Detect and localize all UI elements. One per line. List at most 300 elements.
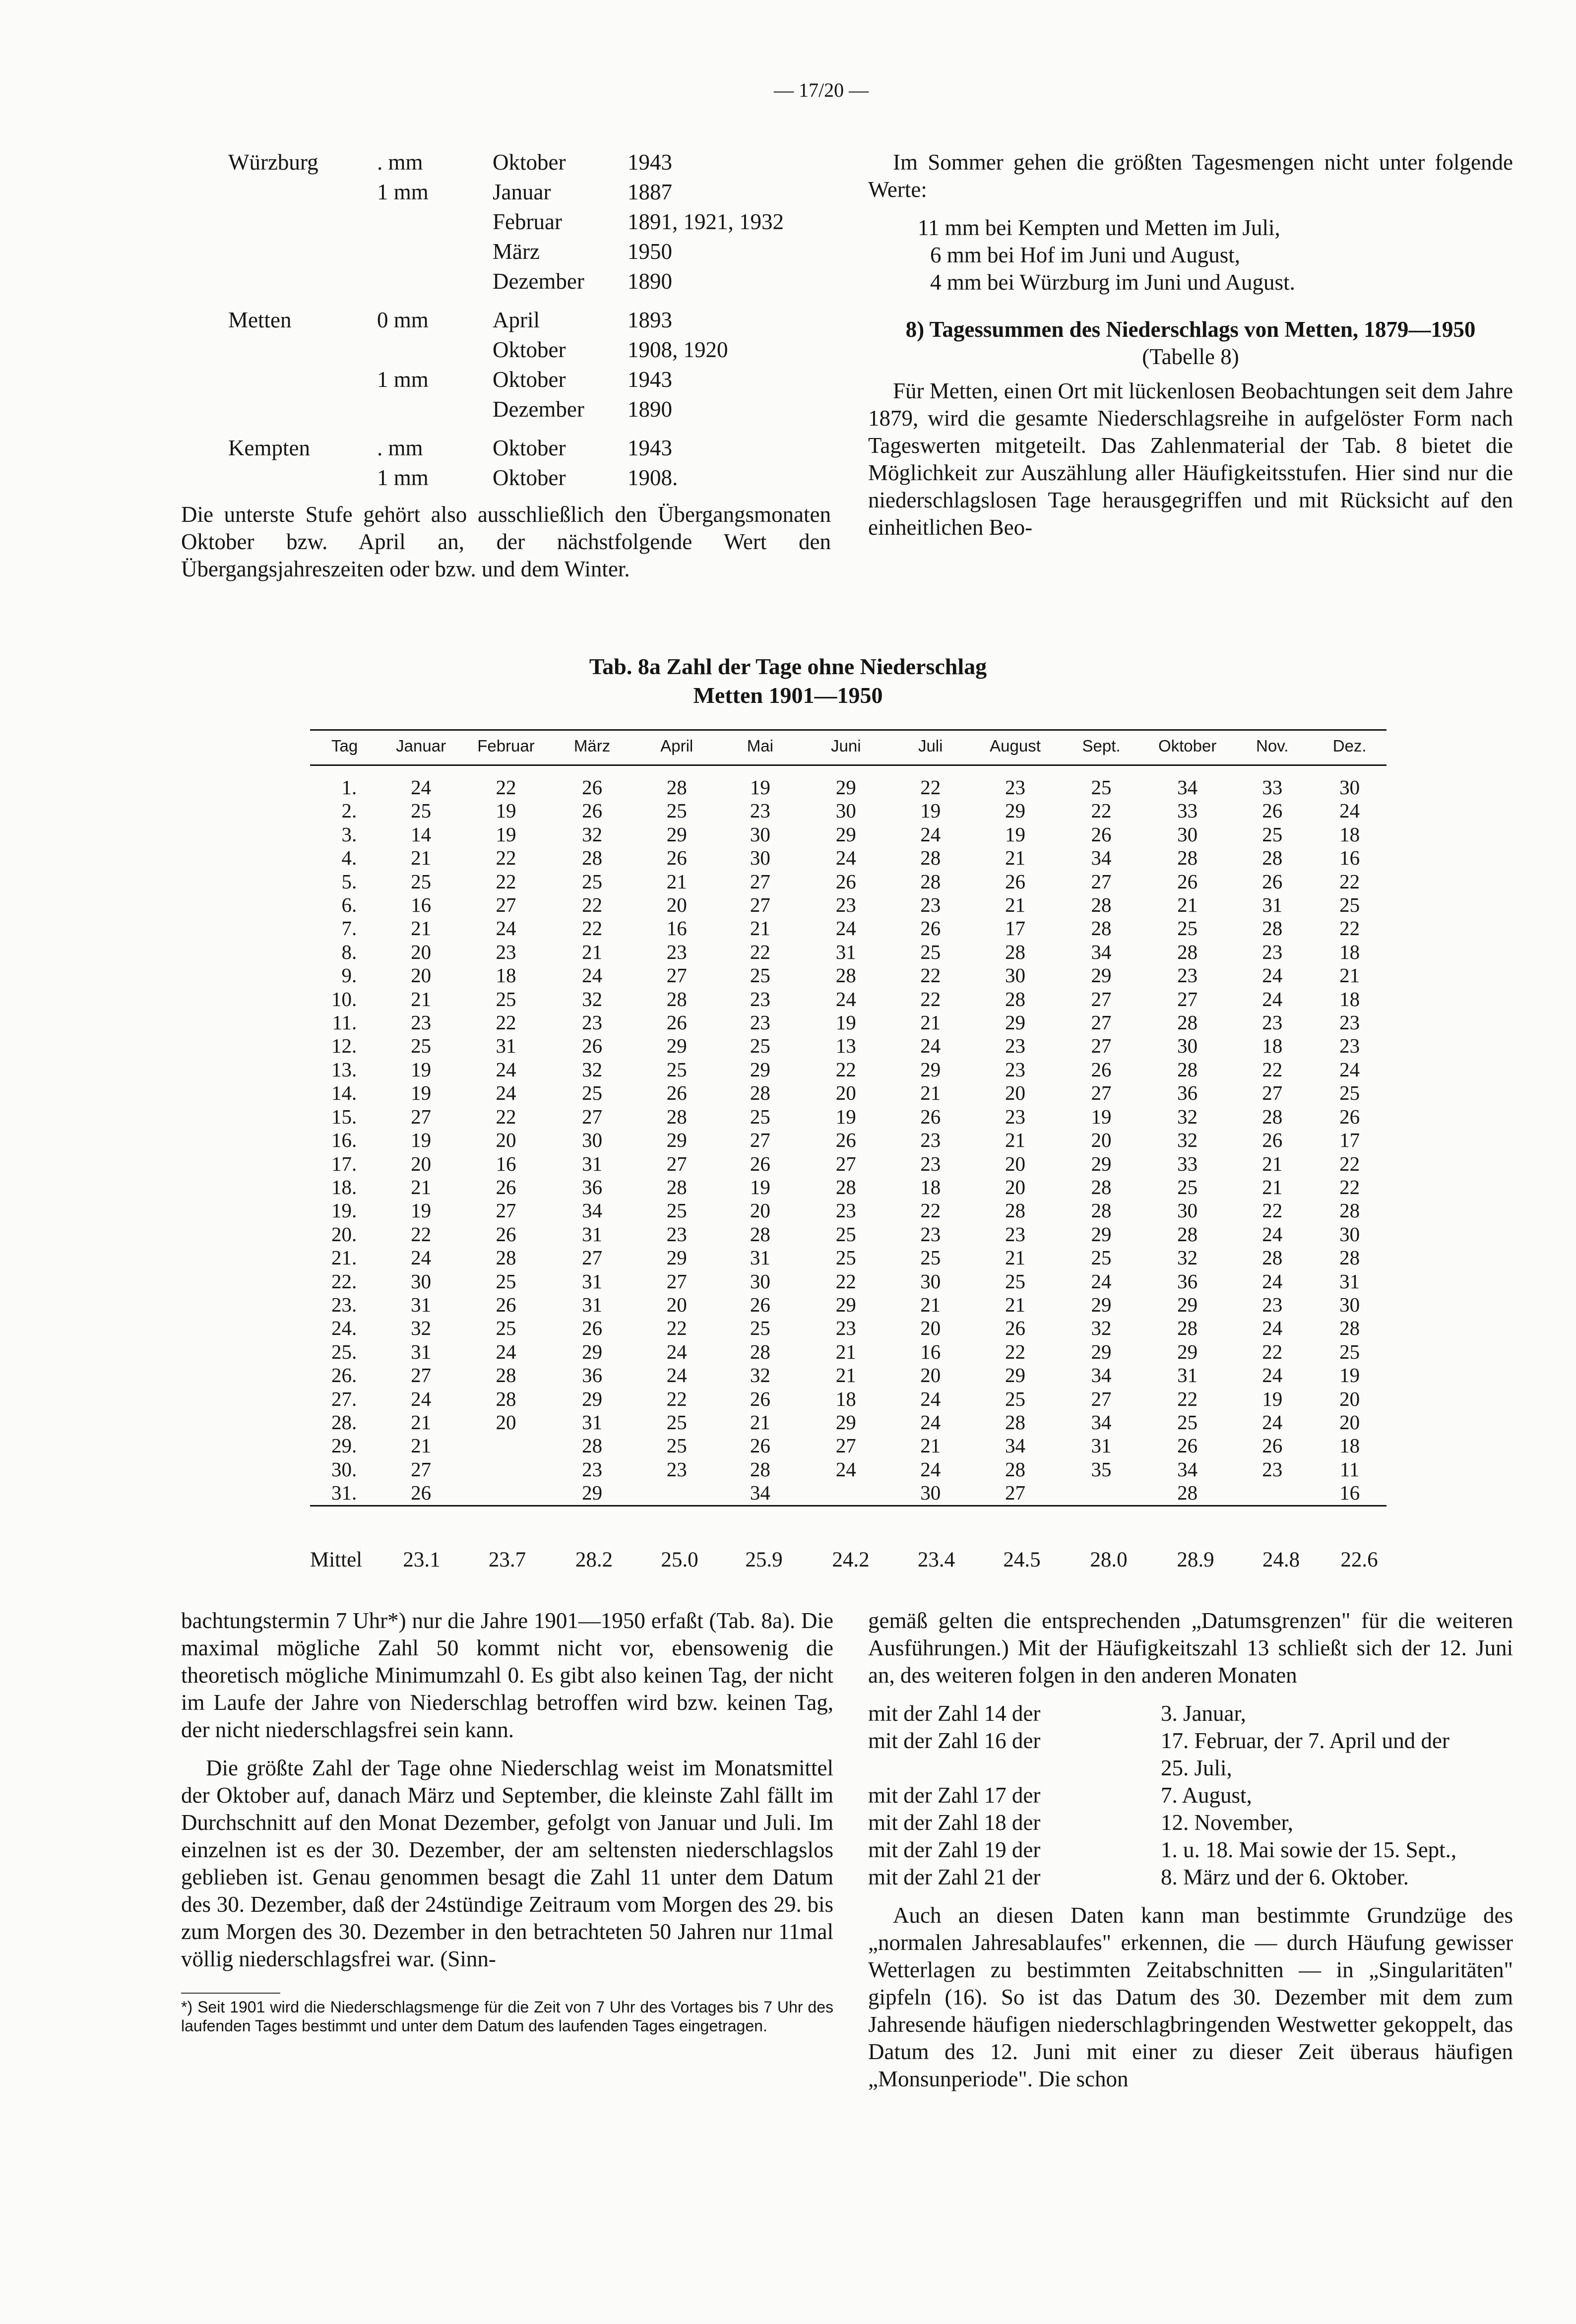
table-cell: 27 (835, 1434, 856, 1457)
table-cell: 31 (835, 940, 856, 963)
table-cell: 28 (1177, 1317, 1198, 1340)
table-cell: 21 (1262, 1175, 1283, 1198)
table-cell: 22 (1091, 799, 1112, 822)
table-cell: 33 (1262, 776, 1283, 799)
station-name: Würzburg (228, 150, 318, 175)
table-cell (802, 1481, 890, 1506)
paragraph: gemäß gelten die entsprechenden „Datumsgrenzen" für die weiteren Ausführungen.) Mit der Häufigkeitszahl 13 schließt sich der 12. Juni an, des weiteren folgen in den anderen Monaten (868, 1608, 1513, 1688)
table-cell: 30 (890, 1481, 971, 1506)
table-cell: 19 (1091, 1105, 1112, 1128)
mean-value: 28.0 (1090, 1548, 1128, 1571)
table-cell: 27 (1262, 1081, 1283, 1105)
table-cell: 25 (666, 1434, 687, 1457)
table-cell: 23 (666, 940, 687, 963)
table-cell: 32 (1177, 1105, 1198, 1128)
table-cell: 19 (920, 799, 941, 822)
table-cell: 34 (1091, 1410, 1112, 1434)
table-cell: 26 (1262, 1129, 1283, 1152)
station-years: 1908, 1920 (628, 337, 728, 362)
table-cell: 28 (1177, 846, 1198, 870)
station-month: April (493, 308, 540, 332)
table-cell: 26 (666, 846, 687, 870)
table-cell: 24 (835, 917, 856, 940)
table-cell: 16 (411, 893, 432, 917)
table-cell: 24 (920, 1457, 941, 1481)
station-years: 1893 (628, 308, 672, 332)
table-cell: 28 (1091, 1199, 1112, 1222)
table-cell: 23 (920, 1152, 941, 1175)
mean-value: 23.7 (488, 1548, 526, 1571)
table-cell: 26 (496, 1175, 516, 1198)
column-header: August (971, 730, 1060, 765)
station-years: 1891, 1921, 1932 (628, 209, 784, 234)
table-cell: 30 (1005, 964, 1025, 987)
table-cell: 31 (411, 1293, 432, 1316)
table-cell: 21 (920, 1081, 941, 1105)
table-cell: 34 (1091, 1364, 1112, 1387)
table-cell: 28 (920, 870, 941, 893)
table-cell: 32 (582, 1058, 603, 1081)
column-header: Juli (890, 730, 971, 765)
column-header: März (549, 730, 635, 765)
section-subtitle: (Tabelle 8) (1142, 344, 1239, 369)
table-cell: 29 (666, 1129, 687, 1152)
table-cell: 23 (835, 893, 856, 917)
frequency-row (868, 1727, 1513, 1755)
table-cell: 19 (835, 1105, 856, 1128)
table-cell: 26 (582, 776, 603, 799)
footnote-divider (181, 1993, 280, 1994)
table-cell: 30 (1177, 822, 1198, 846)
table-cell: 25 (582, 870, 603, 893)
table-row (310, 1011, 1387, 1034)
table-cell: 24 (666, 1340, 687, 1363)
section-title: 8) Tagessummen des Niederschlags von Metten, 1879—1950 (905, 317, 1476, 342)
table-cell: 22 (1339, 870, 1360, 893)
paragraph: Auch an diesen Daten kann man bestimmte Grundzüge des „normalen Jahresablaufes" erkennen, die — durch Häufung gewisser Wetterlagen zu bestimmten Zeitabschnitten — in „Singularitäten" gipfeln (16). So ist das Datum des 30. Dezember mit dem zum Jahresende häufigen niederschlagbringenden Westwetter gekoppelt, das Datum des 12. Juni mit einer zu dieser Zeit überaus häufigen „Monsunperiode". Die schon (868, 1903, 1513, 2091)
station-years: 1887 (628, 180, 672, 204)
table-cell: 28 (666, 987, 687, 1010)
column-header: Tag (310, 730, 379, 765)
table-cell: 28 (496, 1246, 516, 1269)
table-cell: 23 (1005, 1058, 1025, 1081)
table-cell: 27 (496, 893, 516, 917)
table-cell: 26 (1177, 870, 1198, 893)
table-cell: 19 (411, 1081, 432, 1105)
table-cell: 27 (835, 1152, 856, 1175)
table-cell: 29 (582, 1387, 603, 1410)
table-cell: 32 (1177, 1246, 1198, 1269)
frequency-row (868, 1836, 1513, 1864)
table-cell (1232, 1481, 1313, 1506)
table-row (310, 1481, 1387, 1506)
day-label: 25. (331, 1340, 357, 1363)
table-cell: 21 (920, 1293, 941, 1316)
table-cell: 21 (666, 870, 687, 893)
table-cell: 36 (582, 1175, 603, 1198)
station-month: Februar (493, 209, 562, 234)
table-cell: 18 (1339, 987, 1360, 1010)
table-cell: 24 (496, 1058, 516, 1081)
table-row (310, 799, 1387, 822)
table-cell: 31 (582, 1152, 603, 1175)
table-cell: 29 (835, 822, 856, 846)
table-row (310, 893, 1387, 917)
table-cell: 27 (411, 1457, 432, 1481)
day-label: 20. (331, 1222, 357, 1246)
table-cell: 29 (1177, 1340, 1198, 1363)
table-row (310, 1411, 1387, 1434)
table-cell: 24 (411, 1387, 432, 1410)
table-cell: 22 (835, 1058, 856, 1081)
table-cell: 26 (1005, 1317, 1025, 1340)
table-cell: 19 (750, 776, 770, 799)
table-cell: 22 (750, 940, 770, 963)
table-cell: 20 (1091, 1129, 1112, 1152)
table-cell: 29 (1091, 1293, 1112, 1316)
table-row (310, 917, 1387, 940)
table-cell: 20 (666, 893, 687, 917)
day-label: 1. (341, 776, 357, 799)
table-cell: 24 (1339, 799, 1360, 822)
table-cell: 16 (666, 917, 687, 940)
table-cell: 23 (1005, 1105, 1025, 1128)
table-cell: 28 (750, 1081, 770, 1105)
table-cell: 24 (496, 1081, 516, 1105)
table-cell: 25 (1177, 1175, 1198, 1198)
table-cell: 31 (1177, 1364, 1198, 1387)
table-cell: 36 (582, 1364, 603, 1387)
table-row (310, 988, 1387, 1011)
table-cell: 25 (411, 799, 432, 822)
table-cell: 25 (1339, 1081, 1360, 1105)
table-cell: 25 (835, 1222, 856, 1246)
frequency-row (868, 1700, 1513, 1727)
station-amount: 1 mm (377, 367, 429, 392)
table-cell: 27 (496, 1199, 516, 1222)
column-header: April (635, 730, 718, 765)
table-cell: 23 (582, 1011, 603, 1034)
table-cell: 27 (411, 1364, 432, 1387)
table-row (310, 1199, 1387, 1222)
table-cell: 32 (750, 1364, 770, 1387)
table-cell: 27 (582, 1105, 603, 1128)
table-cell: 20 (411, 1152, 432, 1175)
frequency-dates: 3. Januar, (1161, 1701, 1246, 1726)
table-cell (463, 1481, 549, 1506)
table-cell: 21 (411, 987, 432, 1010)
day-label: 26. (331, 1364, 357, 1387)
table-cell: 19 (1262, 1387, 1283, 1410)
frequency-row (868, 1809, 1513, 1836)
left-top-column (181, 149, 831, 594)
day-label: 19. (331, 1199, 357, 1222)
day-label: 18. (331, 1175, 357, 1198)
day-label: 9. (341, 964, 357, 987)
table-cell: 26 (582, 1317, 603, 1340)
table-row (310, 1270, 1387, 1293)
table-cell: 28 (920, 846, 941, 870)
table-cell: 27 (1091, 870, 1112, 893)
table-cell: 20 (1005, 1152, 1025, 1175)
day-label: 2. (341, 799, 357, 822)
table-cell: 22 (920, 1199, 941, 1222)
table-cell: 28 (1143, 1481, 1232, 1506)
mean-value: 24.2 (832, 1548, 870, 1571)
table-cell: 19 (750, 1175, 770, 1198)
table-row (310, 1364, 1387, 1387)
table-cell: 31 (1339, 1269, 1360, 1293)
station-month: Oktober (493, 150, 566, 175)
table-cell: 23 (835, 1199, 856, 1222)
table-cell: 28 (1177, 940, 1198, 963)
table-cell: 22 (1339, 917, 1360, 940)
table-cell: 29 (1091, 1340, 1112, 1363)
table-cell: 27 (1091, 1011, 1112, 1034)
paragraph: Im Sommer gehen die größten Tagesmengen nicht unter folgende Werte: (868, 150, 1513, 202)
table-cell: 24 (1339, 1058, 1360, 1081)
table-cell: 21 (1005, 1246, 1025, 1269)
table-cell: 29 (1177, 1293, 1198, 1316)
table-cell: 23 (1262, 1011, 1283, 1034)
table-cell: 29 (835, 1410, 856, 1434)
frequency-count: mit der Zahl 18 der (868, 1810, 1041, 1835)
table-row (310, 1340, 1387, 1364)
table-cell: 24 (835, 987, 856, 1010)
station-month: März (493, 239, 540, 264)
table-cell: 19 (835, 1011, 856, 1034)
table-cell: 24 (835, 846, 856, 870)
station-years: 1890 (628, 397, 672, 422)
table-cell: 25 (411, 1034, 432, 1058)
table-cell: 28 (1262, 1105, 1283, 1128)
table-cell: 27 (750, 893, 770, 917)
table-cell: 28 (496, 1364, 516, 1387)
table-cell: 17 (1339, 1129, 1360, 1152)
table-cell: 25 (1091, 776, 1112, 799)
page-number: — 17/20 — (774, 79, 869, 101)
table-cell: 21 (1005, 1293, 1025, 1316)
table-cell: 21 (835, 1340, 856, 1363)
frequency-dates: 7. August, (1161, 1783, 1252, 1808)
table-cell: 28 (1339, 1317, 1360, 1340)
table-cell: 20 (666, 1293, 687, 1316)
column-header: Januar (379, 730, 463, 765)
day-label: 5. (341, 870, 357, 893)
table-cell: 27 (1091, 1081, 1112, 1105)
list-item: 11 mm bei Kempten und Metten im Juli, (918, 215, 1280, 240)
table-row (310, 870, 1387, 893)
table-cell: 20 (1339, 1387, 1360, 1410)
list-item: 6 mm bei Hof im Juni und August, (930, 243, 1241, 267)
table-cell: 27 (666, 1269, 687, 1293)
table-cell: 23 (920, 1222, 941, 1246)
table-cell: 19 (1339, 1364, 1360, 1387)
table-cell: 24 (582, 964, 603, 987)
day-label: 13. (331, 1058, 357, 1081)
table-cell: 22 (666, 1317, 687, 1340)
table-cell: 26 (750, 1387, 770, 1410)
table-cell: 29 (666, 822, 687, 846)
table-cell: 21 (411, 1410, 432, 1434)
column-header: Nov. (1232, 730, 1313, 765)
table-cell: 27 (666, 964, 687, 987)
table-cell: 26 (582, 1034, 603, 1058)
table-cell: 21 (750, 1410, 770, 1434)
table-cell: 28 (666, 1105, 687, 1128)
table-cell: 20 (920, 1364, 941, 1387)
table-cell: 22 (496, 846, 516, 870)
table-cell: 25 (666, 799, 687, 822)
table-cell: 28 (1005, 1410, 1025, 1434)
table-cell: 29 (666, 1246, 687, 1269)
table-cell: 29 (1091, 964, 1112, 987)
table-cell: 13 (835, 1034, 856, 1058)
table-cell: 18 (1262, 1034, 1283, 1058)
table-cell: 23 (666, 1222, 687, 1246)
table-cell: 26 (1005, 870, 1025, 893)
table-cell: 25 (750, 1034, 770, 1058)
table-cell: 26 (1262, 799, 1283, 822)
frequency-dates: 8. März und der 6. Oktober. (1161, 1865, 1409, 1889)
station-years: 1908. (628, 465, 678, 490)
table-cell: 34 (582, 1199, 603, 1222)
mean-value: 24.8 (1262, 1548, 1300, 1571)
frequency-row (868, 1755, 1513, 1782)
table-cell: 32 (1177, 1129, 1198, 1152)
table-cell: 36 (1177, 1081, 1198, 1105)
day-label: 3. (341, 822, 357, 846)
table-cell: 25 (1262, 822, 1283, 846)
table-row (310, 1223, 1387, 1246)
table-cell: 26 (920, 1105, 941, 1128)
day-label: 17. (331, 1152, 357, 1175)
table-row (310, 1434, 1387, 1457)
table-row (310, 765, 1387, 800)
table-cell: 22 (1262, 1199, 1283, 1222)
table-cell: 28 (835, 1175, 856, 1198)
table-cell: 29 (549, 1481, 635, 1506)
table-cell: 21 (582, 940, 603, 963)
table-cell: 21 (1005, 893, 1025, 917)
table-cell: 23 (1339, 1011, 1360, 1034)
mean-label: Mittel (310, 1548, 363, 1571)
table-cell: 28 (582, 1434, 603, 1457)
table-cell: 23 (1262, 1457, 1283, 1481)
station-month: Oktober (493, 337, 566, 362)
table-cell: 27 (1091, 1034, 1112, 1058)
table-cell: 31 (750, 1246, 770, 1269)
table-cell: 19 (411, 1058, 432, 1081)
table-cell: 29 (750, 1058, 770, 1081)
table-cell: 27 (971, 1481, 1060, 1506)
table-cell: 29 (1005, 799, 1025, 822)
table-cell: 25 (496, 987, 516, 1010)
table-cell: 23 (411, 1011, 432, 1034)
table-cell: 23 (835, 1317, 856, 1340)
table-cell: 34 (1177, 1457, 1198, 1481)
table-cell: 20 (411, 964, 432, 987)
table-row (310, 1458, 1387, 1481)
table-cell: 25 (411, 870, 432, 893)
table-cell: 22 (920, 964, 941, 987)
frequency-list (868, 1700, 1513, 1891)
table-cell: 35 (1091, 1457, 1112, 1481)
day-label: 24. (331, 1317, 357, 1340)
table-cell: 28 (666, 776, 687, 799)
table-subtitle: Metten 1901—1950 (693, 683, 883, 708)
table-cell: 30 (750, 1269, 770, 1293)
table-cell (463, 1434, 549, 1457)
table-cell: 28 (1177, 1058, 1198, 1081)
table-cell: 20 (1005, 1081, 1025, 1105)
table-cell: 22 (496, 1011, 516, 1034)
day-label: 6. (341, 893, 357, 917)
table-cell: 21 (920, 1434, 941, 1457)
table-cell: 27 (1091, 1387, 1112, 1410)
list-item: 4 mm bei Würzburg im Juni und August. (930, 270, 1295, 295)
table-cell: 30 (1177, 1034, 1198, 1058)
paragraph: Für Metten, einen Ort mit lückenlosen Beobachtungen seit dem Jahre 1879, wird die gesamte Niederschlagsreihe in aufgelöster Form nach Tageswerten mitgeteilt. Das Zahlenmaterial der Tab. 8 bietet die Möglichkeit zur Auszählung aller Häufigkeitsstufen. Hier sind nur die niederschlagslosen Tage herausgegriffen und mit Rücksicht auf den einheitlichen Beo- (868, 378, 1513, 540)
table-cell: 22 (1005, 1340, 1025, 1363)
day-label: 16. (331, 1129, 357, 1152)
table-cell: 29 (1005, 1011, 1025, 1034)
table-cell: 29 (582, 1340, 603, 1363)
frequency-dates: 25. Juli, (1161, 1756, 1232, 1780)
table-cell: 28 (835, 964, 856, 987)
day-label: 28. (331, 1410, 357, 1434)
table-cell: 20 (411, 940, 432, 963)
table-header-row (310, 730, 1387, 765)
frequency-count: mit der Zahl 21 der (868, 1865, 1041, 1889)
frequency-dates: 1. u. 18. Mai sowie der 15. Sept., (1161, 1837, 1457, 1862)
paragraph: Die größte Zahl der Tage ohne Niederschlag weist im Monatsmittel der Oktober auf, danach März und September, die kleinste Zahl fällt im Durchschnitt auf den Monat Dezember, gefolgt von Januar und Juli. Im einzelnen ist es der 30. Dezember, der am seltensten niederschlagslos geblieben ist. Genau genommen besagt die Zahl 11 unter dem Datum des 30. Dezember, daß der 24stündige Zeitraum vom Morgen des 29. bis zum Morgen des 30. Dezember in den betrachteten 50 Jahren nur 11mal völlig niederschlagsfrei war. (Sinn- (181, 1756, 833, 1971)
table-cell: 28 (666, 1175, 687, 1198)
table-cell: 16 (1313, 1481, 1387, 1506)
table-cell: 27 (750, 1129, 770, 1152)
frequency-row (868, 1782, 1513, 1809)
frequency-dates: 17. Februar, der 7. April und der (1161, 1728, 1450, 1753)
table-cell: 28 (1005, 1199, 1025, 1222)
table-cell: 31 (1091, 1434, 1112, 1457)
table-cell: 26 (750, 1434, 770, 1457)
table-cell: 20 (835, 1081, 856, 1105)
table-row (310, 1246, 1387, 1269)
table-cell: 28 (1005, 940, 1025, 963)
table-cell: 30 (1339, 1222, 1360, 1246)
table-cell: 28 (1339, 1199, 1360, 1222)
table-cell: 22 (496, 1105, 516, 1128)
table-cell: 29 (835, 776, 856, 799)
table-cell: 24 (1262, 1410, 1283, 1434)
table-cell: 26 (750, 1152, 770, 1175)
table-cell: 22 (1339, 1152, 1360, 1175)
column-header: Juni (802, 730, 890, 765)
table-cell: 28 (750, 1457, 770, 1481)
table-cell: 25 (1005, 1269, 1025, 1293)
table-cell: 26 (835, 870, 856, 893)
table-cell: 33 (1177, 1152, 1198, 1175)
table-cell: 31 (582, 1293, 603, 1316)
table-cell: 23 (750, 987, 770, 1010)
table-cell: 25 (666, 1058, 687, 1081)
table-cell: 25 (496, 1269, 516, 1293)
table-cell: 33 (1177, 799, 1198, 822)
table-cell: 22 (1262, 1340, 1283, 1363)
table-cell: 25 (750, 1317, 770, 1340)
table-cell: 25 (496, 1317, 516, 1340)
table-cell: 21 (411, 1434, 432, 1457)
